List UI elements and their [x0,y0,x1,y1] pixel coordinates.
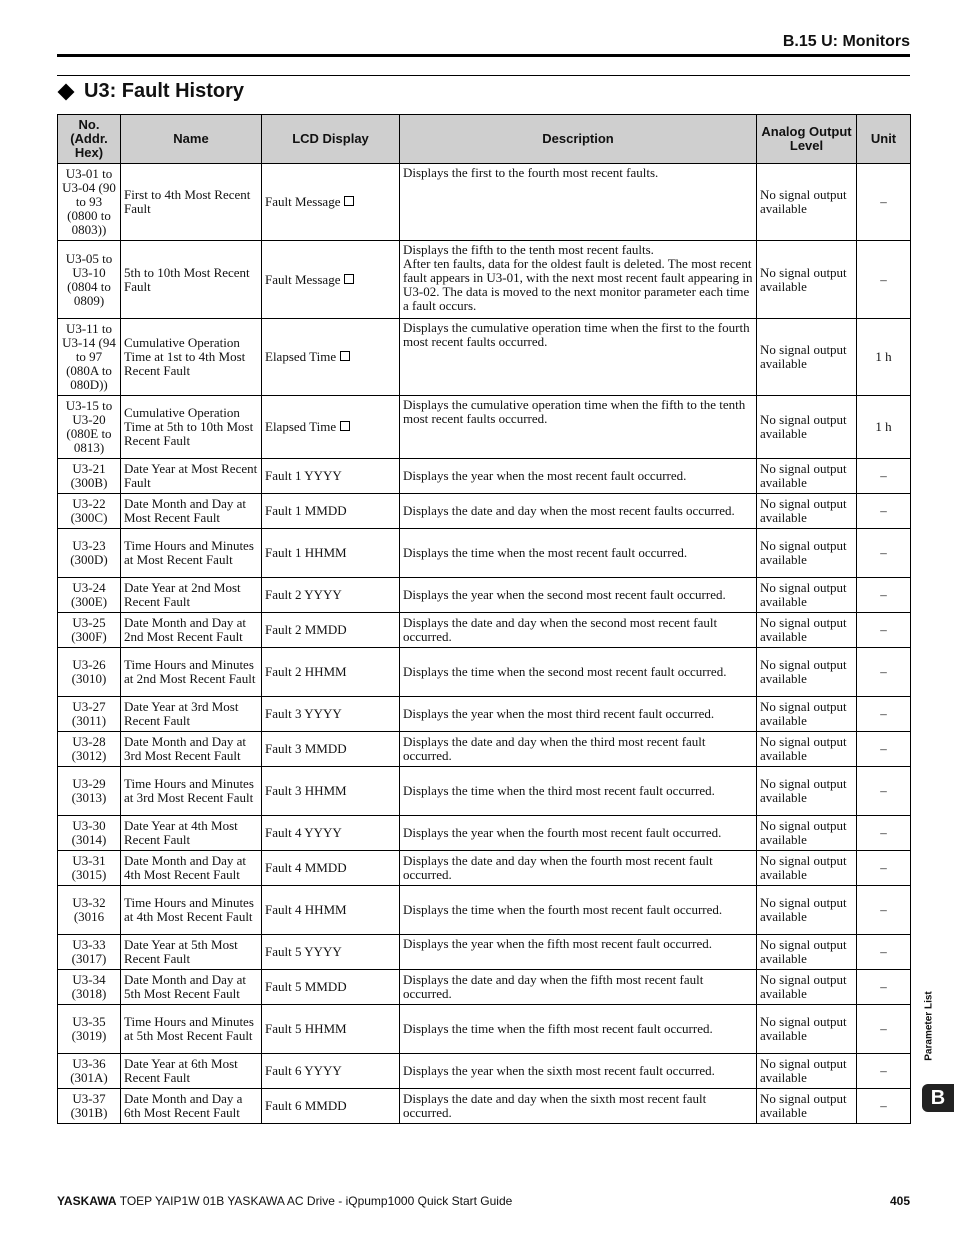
cell-lcd-display-text: Elapsed Time [265,349,337,364]
cell-analog-output [757,459,857,494]
cell-lcd-display [262,1054,400,1089]
cell-analog-output-text: No signal output available [760,937,847,966]
cell-description-text: Displays the first to the fourth most recent faults. [403,165,659,180]
cell-lcd-display [262,529,400,578]
col-header-analog-output: Analog Output Level [757,115,857,164]
cell-parameter-no [58,613,121,648]
cell-name [121,241,262,319]
page-number: 405 [889,1194,910,1208]
col-header-no: No. (Addr. Hex) [58,115,121,164]
cell-unit [857,935,911,970]
cell-analog-output-text: No signal output available [760,853,847,882]
cell-unit-text: – [880,1098,887,1113]
col-header-unit: Unit [857,115,911,164]
cell-name-text: Time Hours and Minutes at 2nd Most Recent Fault [124,657,256,686]
cell-name-text: Date Year at 6th Most Recent Fault [124,1056,238,1085]
cell-lcd-display [262,816,400,851]
side-tab-label [922,986,936,1066]
cell-lcd-display [262,319,400,396]
cell-parameter-no-text: U3-21 (300B) [70,461,108,490]
cell-analog-output-text: No signal output available [760,187,847,216]
cell-parameter-no [58,1054,121,1089]
cell-unit [857,613,911,648]
cell-description-text: Displays the date and day when the most recent faults occurred. [403,503,735,518]
cell-lcd-display-text: Fault 5 YYYY [265,944,342,959]
cell-lcd-display [262,648,400,697]
table-row [58,648,911,697]
cell-analog-output-text: No signal output available [760,342,847,371]
table-row [58,935,911,970]
table-row [58,886,911,935]
cell-name-text: Date Year at 3rd Most Recent Fault [124,699,239,728]
cell-unit [857,1089,911,1124]
cell-parameter-no-text: U3-36 (301A) [70,1056,108,1085]
cell-parameter-no-text: U3-35 (3019) [71,1014,107,1043]
cell-parameter-no [58,970,121,1005]
cell-analog-output [757,886,857,935]
cell-description [400,886,757,935]
page-title: U3: Fault History [84,80,245,102]
fault-history-table [57,114,911,1124]
table-row [58,613,911,648]
cell-parameter-no [58,164,121,241]
cell-parameter-no [58,578,121,613]
cell-description [400,1054,757,1089]
cell-description-text: Displays the date and day when the fourth most recent fault occurred. [403,853,713,882]
cell-name-text: Date Month and Day at Most Recent Fault [124,496,247,525]
cell-analog-output-text: No signal output available [760,1091,847,1120]
cell-parameter-no-text: U3-28 (3012) [71,734,107,763]
cell-unit-text: – [880,979,887,994]
cell-description-text: Displays the date and day when the fifth most recent fault occurred. [403,972,704,1001]
cell-description [400,697,757,732]
footer [57,1194,512,1208]
cell-lcd-display [262,164,400,241]
cell-lcd-display [262,886,400,935]
cell-description [400,1005,757,1054]
cell-name-text: 5th to 10th Most Recent Fault [124,264,250,294]
cell-lcd-display-text: Fault Message [265,194,341,209]
cell-description [400,767,757,816]
cell-unit-text: – [880,1063,887,1078]
cell-lcd-display-text: Fault 3 HHMM [265,783,347,798]
cell-description-text: Displays the time when the fourth most recent fault occurred. [403,902,723,917]
cell-analog-output [757,697,857,732]
cell-name-text: Date Month and Day at 3rd Most Recent Fault [124,734,247,763]
cell-description-text: Displays the date and day when the sixth most recent fault occurred. [403,1091,707,1120]
cell-unit-text: 1 h [875,349,892,364]
table-row [58,494,911,529]
cell-lcd-display-text: Fault 1 HHMM [265,545,347,560]
cell-analog-output [757,319,857,396]
table-row [58,529,911,578]
cell-unit-text: 1 h [875,419,892,434]
cell-lcd-display [262,935,400,970]
cell-name-text: Date Month and Day at 5th Most Recent Fault [124,972,247,1001]
cell-description [400,648,757,697]
cell-parameter-no [58,459,121,494]
cell-description [400,241,757,319]
cell-parameter-no-text: U3-29 (3013) [71,776,107,805]
cell-analog-output-text: No signal output available [760,264,847,294]
side-tab-letter: B [922,1084,954,1112]
cell-unit-text: – [880,825,887,840]
cell-analog-output [757,648,857,697]
cell-analog-output [757,970,857,1005]
cell-parameter-no [58,319,121,396]
cell-analog-output-text: No signal output available [760,895,847,924]
cell-parameter-no [58,816,121,851]
cell-lcd-display [262,1005,400,1054]
cell-lcd-display-text: Fault 6 MMDD [265,1098,347,1113]
table-row [58,732,911,767]
cell-analog-output [757,494,857,529]
cell-description-text: Displays the time when the most recent fault occurred. [403,545,688,560]
cell-description [400,164,757,241]
cell-parameter-no [58,396,121,459]
cell-name-text: Date Year at Most Recent Fault [124,461,258,490]
cell-analog-output-text: No signal output available [760,734,847,763]
cell-parameter-no-text: U3-05 to U3-10 (0804 to 0809) [65,250,113,308]
cell-description-text: Displays the time when the fifth most recent fault occurred. [403,1021,713,1036]
cell-lcd-display [262,578,400,613]
cell-parameter-no [58,935,121,970]
cell-analog-output [757,1054,857,1089]
cell-unit-text: – [880,741,887,756]
cell-description [400,494,757,529]
cell-parameter-no-text: U3-22 (300C) [70,496,108,525]
cell-name [121,459,262,494]
cell-description [400,970,757,1005]
side-tab-text: Parameter List [923,991,935,1061]
cell-name-text: Date Month and Day at 4th Most Recent Fault [124,853,247,882]
cell-unit-text: – [880,545,887,560]
cell-unit [857,319,911,396]
cell-name [121,1054,262,1089]
cell-description-text: Displays the year when the sixth most recent fault occurred. [403,1063,715,1078]
cell-lcd-display-text: Elapsed Time [265,419,337,434]
cell-parameter-no-text: U3-34 (3018) [71,972,107,1001]
cell-analog-output [757,851,857,886]
footer-text: TOEP YAIP1W 01B YASKAWA AC Drive - iQpump1000 Quick Start Guide [119,1194,513,1208]
cell-lcd-display-text: Fault 4 HHMM [265,902,347,917]
cell-name [121,578,262,613]
cell-unit [857,816,911,851]
cell-lcd-display [262,851,400,886]
section-title: B.15 U: Monitors [782,33,910,50]
cell-unit [857,1005,911,1054]
cell-description [400,459,757,494]
cell-name [121,1005,262,1054]
cell-description-text: Displays the fifth to the tenth most recent faults. After ten faults, data for the oldest fault is deleted. The most recent fault appears in U3-01, with the next most recent fault appearing in U3-02. The data is moved to the next monitor parameter each time a fault occurs. [403,242,753,313]
cell-analog-output-text: No signal output available [760,972,847,1001]
cell-analog-output [757,816,857,851]
cell-analog-output [757,613,857,648]
cell-unit [857,494,911,529]
cell-parameter-no-text: U3-24 (300E) [70,580,108,609]
cell-lcd-display-text: Fault 2 YYYY [265,587,342,602]
cell-name-text: Date Year at 5th Most Recent Fault [124,937,238,966]
cell-description [400,578,757,613]
cell-parameter-no-text: U3-33 (3017) [71,937,107,966]
cell-unit-text: – [880,944,887,959]
cell-analog-output-text: No signal output available [760,412,847,441]
cell-name-text: Cumulative Operation Time at 1st to 4th Most Recent Fault [124,335,246,378]
cell-unit-text: – [880,860,887,875]
cell-analog-output [757,767,857,816]
cell-description-text: Displays the year when the second most recent fault occurred. [403,587,726,602]
cell-lcd-display-text: Fault 6 YYYY [265,1063,342,1078]
cell-parameter-no [58,241,121,319]
cell-name-text: Time Hours and Minutes at 3rd Most Recent Fault [124,776,254,805]
cell-description-text: Displays the date and day when the second most recent fault occurred. [403,615,718,644]
cell-lcd-display-text: Fault 3 MMDD [265,741,347,756]
cell-parameter-no [58,767,121,816]
cell-name-text: Date Month and Day at 2nd Most Recent Fault [124,615,247,644]
cell-unit-text: – [880,622,887,637]
cell-description [400,732,757,767]
cell-name [121,851,262,886]
cell-unit-text: – [880,664,887,679]
cell-name [121,886,262,935]
table-row [58,578,911,613]
table-row [58,241,911,319]
cell-lcd-display [262,970,400,1005]
table-row [58,851,911,886]
table-row [58,1054,911,1089]
cell-description-text: Displays the date and day when the third most recent fault occurred. [403,734,706,763]
cell-lcd-display-text: Fault 1 YYYY [265,468,342,483]
cell-unit [857,886,911,935]
table-row [58,816,911,851]
cell-parameter-no-text: U3-37 (301B) [70,1091,108,1120]
cell-unit-text: – [880,468,887,483]
cell-unit-text: – [880,706,887,721]
cell-description [400,613,757,648]
cell-parameter-no [58,851,121,886]
cell-analog-output [757,241,857,319]
cell-description-text: Displays the cumulative operation time when the fifth to the tenth most recent faults occurred. [403,397,746,426]
table-row [58,697,911,732]
cell-unit-text: – [880,503,887,518]
cell-parameter-no-text: U3-32 (3016 [72,895,106,924]
cell-lcd-display [262,459,400,494]
cell-parameter-no-text: U3-25 (300F) [71,615,107,644]
header-rule [57,54,910,57]
cell-analog-output [757,164,857,241]
placeholder-box-icon [340,351,350,361]
cell-unit-text: – [880,783,887,798]
cell-lcd-display [262,494,400,529]
cell-parameter-no-text: U3-01 to U3-04 (90 to 93 (0800 to 0803)) [62,166,116,237]
cell-lcd-display-text: Fault Message [265,271,341,287]
cell-name [121,816,262,851]
cell-name [121,529,262,578]
cell-name-text: Cumulative Operation Time at 5th to 10th Most Recent Fault [124,405,254,448]
cell-name [121,164,262,241]
cell-name [121,935,262,970]
cell-parameter-no [58,1005,121,1054]
cell-description-text: Displays the time when the second most recent fault occurred. [403,664,727,679]
table-row [58,164,911,241]
cell-unit [857,241,911,319]
cell-analog-output-text: No signal output available [760,1056,847,1085]
table-row [58,970,911,1005]
cell-analog-output [757,578,857,613]
cell-name [121,970,262,1005]
placeholder-box-icon [340,421,350,431]
cell-lcd-display-text: Fault 2 HHMM [265,664,347,679]
cell-lcd-display [262,613,400,648]
cell-description [400,1089,757,1124]
cell-unit [857,851,911,886]
cell-parameter-no [58,697,121,732]
cell-analog-output-text: No signal output available [760,580,847,609]
cell-parameter-no [58,529,121,578]
cell-name [121,648,262,697]
cell-unit [857,164,911,241]
cell-description [400,851,757,886]
cell-analog-output-text: No signal output available [760,1014,847,1043]
cell-name [121,1089,262,1124]
cell-description [400,396,757,459]
cell-name [121,732,262,767]
cell-name [121,613,262,648]
cell-analog-output [757,396,857,459]
cell-description-text: Displays the year when the fourth most recent fault occurred. [403,825,722,840]
cell-description-text: Displays the year when the fifth most recent fault occurred. [403,936,712,951]
cell-unit [857,648,911,697]
cell-description-text: Displays the year when the most third recent fault occurred. [403,706,715,721]
cell-unit [857,697,911,732]
cell-analog-output [757,935,857,970]
table-row [58,767,911,816]
cell-lcd-display [262,732,400,767]
cell-name-text: Time Hours and Minutes at Most Recent Fault [124,538,254,567]
cell-unit [857,459,911,494]
cell-description-text: Displays the year when the most recent fault occurred. [403,468,687,483]
cell-parameter-no-text: U3-31 (3015) [71,853,107,882]
cell-analog-output-text: No signal output available [760,818,847,847]
table-body [58,164,911,1124]
cell-unit-text: – [880,587,887,602]
cell-unit [857,396,911,459]
table-row [58,459,911,494]
cell-description-text: Displays the time when the third most recent fault occurred. [403,783,715,798]
cell-description [400,319,757,396]
table-row [58,1005,911,1054]
cell-analog-output-text: No signal output available [760,461,847,490]
cell-description [400,529,757,578]
cell-name [121,319,262,396]
cell-analog-output [757,1089,857,1124]
cell-analog-output-text: No signal output available [760,776,847,805]
cell-description [400,816,757,851]
cell-lcd-display-text: Fault 2 MMDD [265,622,347,637]
cell-analog-output-text: No signal output available [760,538,847,567]
cell-analog-output [757,529,857,578]
cell-unit [857,970,911,1005]
cell-name-text: First to 4th Most Recent Fault [124,187,251,216]
cell-lcd-display [262,697,400,732]
cell-name-text: Time Hours and Minutes at 5th Most Recent Fault [124,1014,254,1043]
cell-lcd-display-text: Fault 5 HHMM [265,1021,347,1036]
cell-parameter-no-text: U3-23 (300D) [70,538,108,567]
cell-name [121,396,262,459]
diamond-bullet-icon [58,83,75,100]
cell-name-text: Time Hours and Minutes at 4th Most Recent Fault [124,895,254,924]
cell-unit [857,732,911,767]
cell-parameter-no-text: U3-27 (3011) [71,699,107,728]
cell-lcd-display [262,396,400,459]
cell-parameter-no [58,648,121,697]
cell-lcd-display-text: Fault 3 YYYY [265,706,342,721]
page-heading [57,80,244,103]
table-row [58,396,911,459]
cell-lcd-display-text: Fault 5 MMDD [265,979,347,994]
cell-parameter-no-text: U3-30 (3014) [71,818,107,847]
col-header-description: Description [400,115,757,164]
cell-lcd-display [262,767,400,816]
cell-name-text: Date Year at 4th Most Recent Fault [124,818,238,847]
col-header-name: Name [121,115,262,164]
cell-parameter-no [58,494,121,529]
cell-unit-text: – [880,1021,887,1036]
cell-name-text: Date Year at 2nd Most Recent Fault [124,580,241,609]
placeholder-box-icon [344,196,354,206]
cell-analog-output-text: No signal output available [760,496,847,525]
cell-unit-text: – [880,902,887,917]
cell-name-text: Date Month and Day a 6th Most Recent Fault [124,1091,243,1120]
cell-analog-output-text: No signal output available [760,699,847,728]
cell-analog-output-text: No signal output available [760,615,847,644]
table-header-row [58,115,911,164]
cell-lcd-display [262,241,400,319]
placeholder-box-icon [344,274,354,284]
cell-unit [857,529,911,578]
cell-name [121,494,262,529]
cell-unit [857,578,911,613]
cell-lcd-display-text: Fault 1 MMDD [265,503,347,518]
cell-name [121,767,262,816]
cell-parameter-no [58,1089,121,1124]
cell-description-text: Displays the cumulative operation time when the first to the fourth most recent faults occurred. [403,320,750,349]
header-rule-thin [57,75,910,76]
table-row [58,319,911,396]
cell-analog-output [757,732,857,767]
cell-analog-output-text: No signal output available [760,657,847,686]
table-row [58,1089,911,1124]
footer-brand: YASKAWA [57,1194,117,1208]
cell-parameter-no [58,732,121,767]
col-header-lcd: LCD Display [262,115,400,164]
cell-unit [857,1054,911,1089]
cell-lcd-display-text: Fault 4 YYYY [265,825,342,840]
cell-parameter-no [58,886,121,935]
cell-lcd-display [262,1089,400,1124]
cell-lcd-display-text: Fault 4 MMDD [265,860,347,875]
cell-parameter-no-text: U3-11 to U3-14 (94 to 97 (080A to 080D)) [62,321,116,392]
cell-description [400,935,757,970]
cell-name [121,697,262,732]
cell-parameter-no-text: U3-15 to U3-20 (080E to 0813) [65,398,113,455]
cell-unit-text: – [880,271,887,287]
cell-parameter-no-text: U3-26 (3010) [71,657,107,686]
cell-unit-text: – [880,194,887,209]
cell-unit [857,767,911,816]
cell-analog-output [757,1005,857,1054]
